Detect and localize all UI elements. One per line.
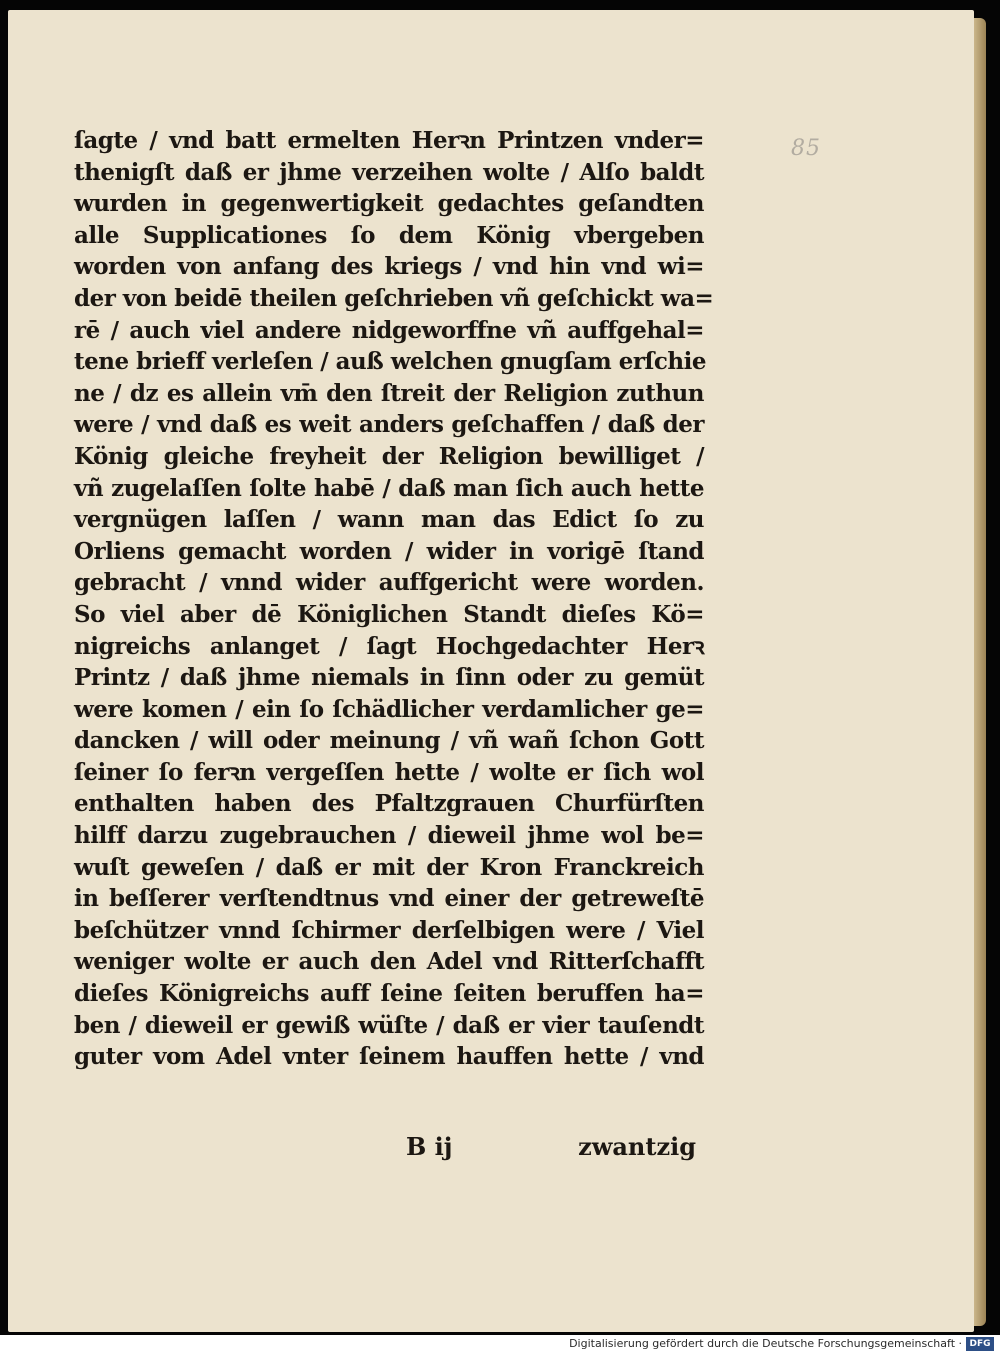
text-line: weniger wolte er auch den Adel vnd Ritterſchafft <box>74 948 704 976</box>
catchword: zwantzig <box>578 1132 696 1161</box>
text-line: guter vom Adel vnter ſeinem hauffen hette / vnd <box>74 1043 704 1071</box>
text-line: hilff darzu zugebrauchen / dieweil jhme wol be= <box>74 822 704 850</box>
text-line: ben / dieweil er gewiß wüſte / daß er vier tauſendt <box>74 1011 704 1039</box>
funding-credit: Digitalisierung gefördert durch die Deutsche Forschungsgemeinschaft · <box>569 1337 962 1350</box>
text-line: rē / auch viel andere nidgeworffne vñ auffgehal= <box>74 316 704 344</box>
text-line: beſchützer vnnd ſchirmer derſelbigen were / Viel <box>74 916 704 944</box>
catchline <box>406 1132 696 1166</box>
book-page <box>8 10 974 1332</box>
dfg-logo: DFG <box>966 1337 994 1351</box>
text-line: gebracht / vnnd wider auffgericht were worden. <box>74 569 704 597</box>
text-line: König gleiche freyheit der Religion bewilliget / <box>74 442 704 470</box>
page-edge <box>974 18 986 1326</box>
text-line: Printz / daß jhme niemals in ſinn oder zu gemüt <box>74 664 704 692</box>
text-line: worden von anfang des kriegs / vnd hin vnd wi= <box>74 253 704 281</box>
text-line: wurden in gegenwertigkeit gedachtes geſandten <box>74 190 704 218</box>
text-line: ſagte / vnd batt ermelten Herꝛn Printzen vnder= <box>74 127 704 154</box>
footer-bar <box>0 1335 1000 1354</box>
signature-mark: B ij <box>406 1132 453 1161</box>
text-line: ne / dz es allein vm̄ den ſtreit der Religion zuthun <box>74 379 704 407</box>
text-line: were / vnd daß es weit anders geſchaffen / daß der <box>74 411 704 439</box>
text-line: der von beidē theilen geſchrieben vñ geſchickt wa= <box>74 284 714 312</box>
text-line: dieſes Königreichs auff ſeine ſeiten beruffen ha= <box>74 980 704 1008</box>
text-line: dancken / will oder meinung / vñ wañ ſchon Gott <box>74 727 704 755</box>
text-line: So viel aber dē Königlichen Standt dieſes Kö= <box>74 600 704 628</box>
text-line: Orliens gemacht worden / wider in vorigē ſtand <box>74 537 704 565</box>
text-line: enthalten haben des Pfaltzgrauen Churfürſten <box>74 790 704 818</box>
text-line: alle Supplicationes ſo dem König vbergeben <box>74 221 704 249</box>
text-block <box>74 125 714 1073</box>
text-line: in beſſerer verſtendtnus vnd einer der getreweſtē <box>74 885 704 913</box>
text-line: thenigſt daß er jhme verzeihen wolte / Alſo baldt <box>74 158 704 186</box>
text-line: wuſt geweſen / daß er mit der Kron Franckreich <box>74 853 704 881</box>
text-line: vergnügen laſſen / wann man das Edict ſo zu <box>74 506 704 534</box>
text-line: were komen / ein ſo ſchädlicher verdamlicher ge= <box>74 695 704 723</box>
text-line: vñ zugelaſſen ſolte habē / daß man ſich auch hette <box>74 474 704 502</box>
text-line: tene brieff verleſen / auß welchen gnugſam erſchie <box>74 348 706 376</box>
text-line: ſeiner ſo ferꝛn vergeſſen hette / wolte er ſich wol <box>74 758 704 786</box>
folio-number: 85 <box>791 136 821 161</box>
text-line: nigreichs anlanget / ſagt Hochgedachter Herꝛ <box>74 632 704 660</box>
